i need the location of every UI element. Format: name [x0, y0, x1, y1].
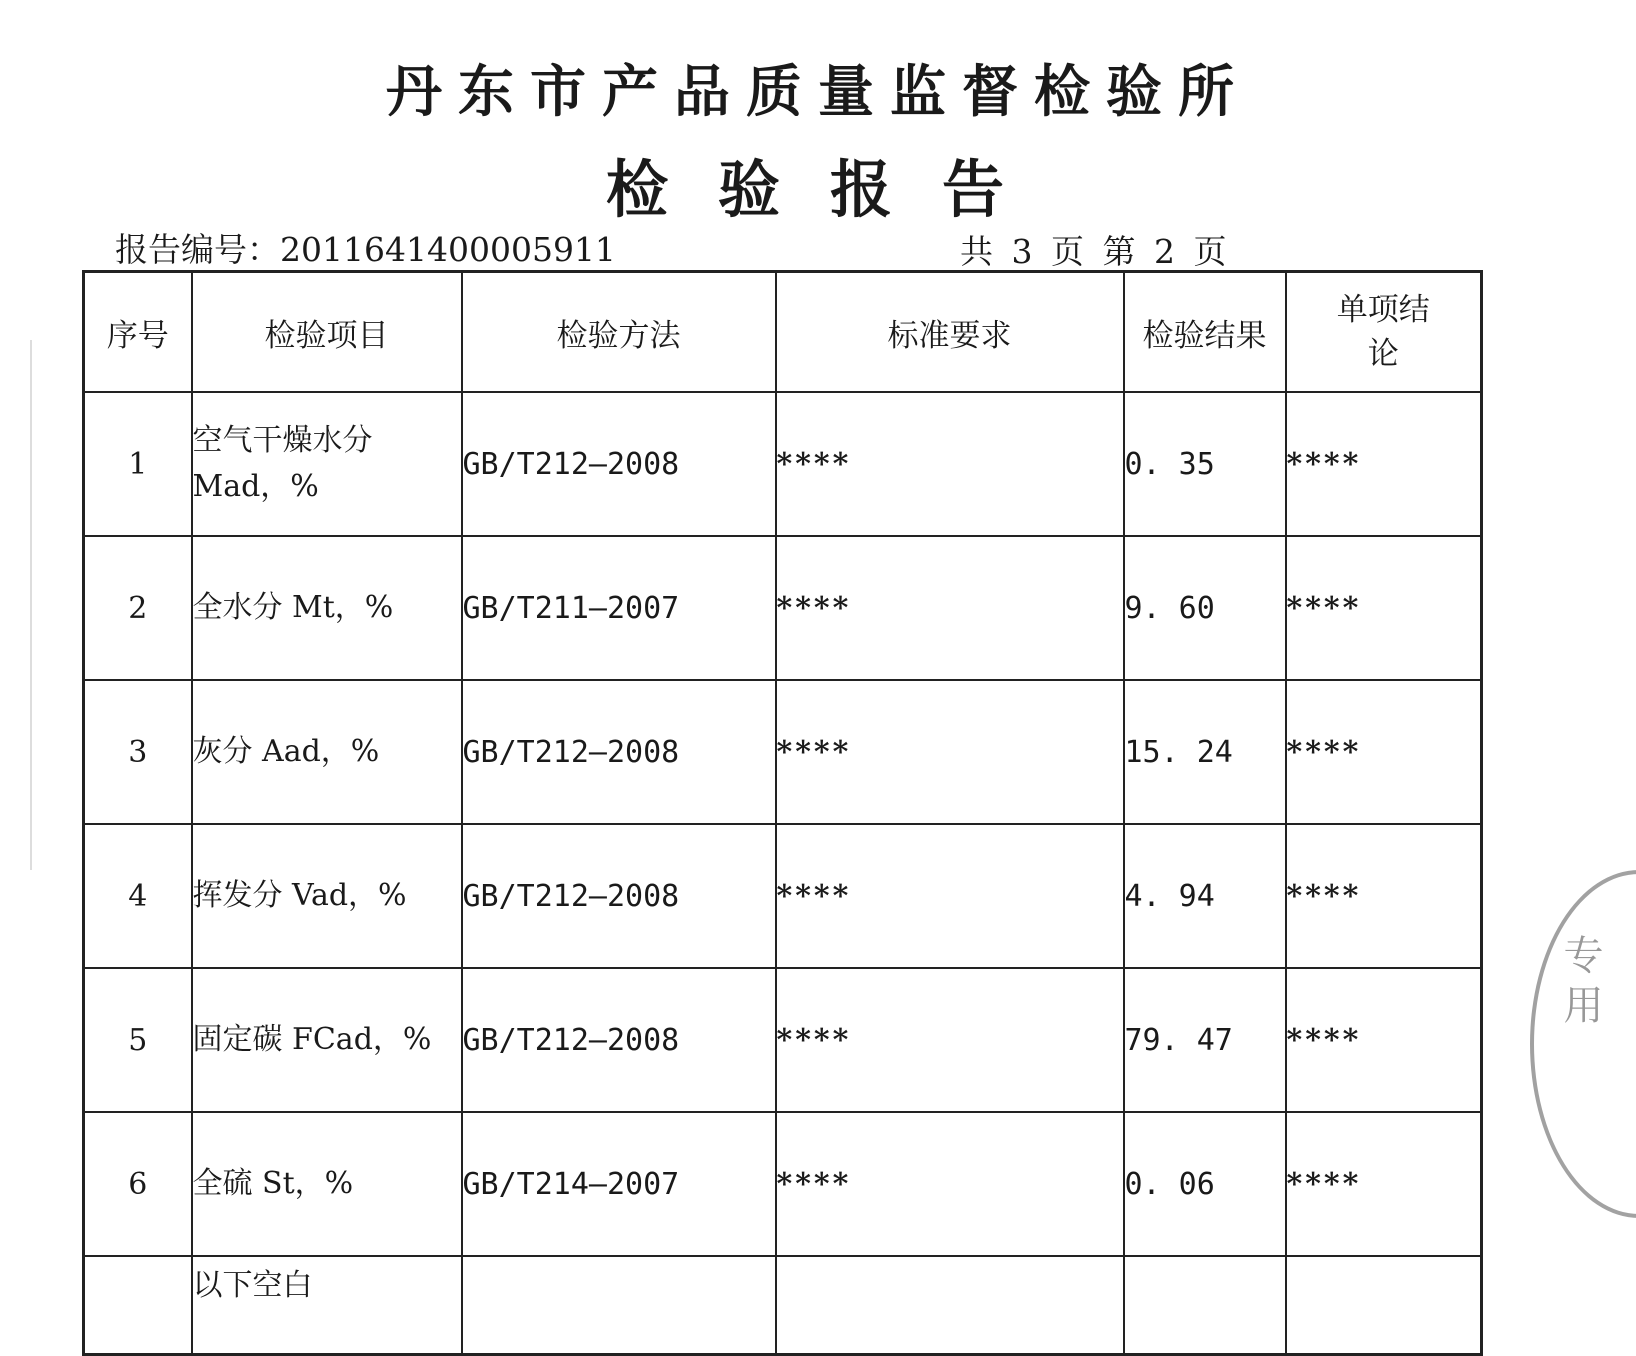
- blank-note: 以下空白: [192, 1256, 462, 1355]
- cell-item: 固定碳 FCad，%: [192, 968, 462, 1112]
- table-row: [84, 392, 1482, 536]
- cell-method: GB/T214—2007: [462, 1112, 776, 1256]
- cell-method: [462, 1256, 776, 1355]
- scan-margin-line: [30, 340, 32, 870]
- cell-result: [1124, 1256, 1286, 1355]
- table-header-row: [84, 272, 1482, 393]
- cell-method: GB/T211—2007: [462, 536, 776, 680]
- cell-standard: ****: [776, 968, 1124, 1112]
- cell-conclusion: ****: [1286, 824, 1482, 968]
- cell-standard: [776, 1256, 1124, 1355]
- cell-standard: ****: [776, 680, 1124, 824]
- cell-standard: ****: [776, 536, 1124, 680]
- cell-result: 0. 35: [1124, 392, 1286, 536]
- col-header-item: 检验项目: [192, 272, 462, 393]
- page-info: 共 3 页 第 2 页: [960, 232, 1227, 271]
- cell-seq: 5: [84, 968, 192, 1112]
- cell-standard: ****: [776, 392, 1124, 536]
- cell-seq: 2: [84, 536, 192, 680]
- cell-item: 全水分 Mt，%: [192, 536, 462, 680]
- table-row: [84, 968, 1482, 1112]
- official-seal-stamp: [1530, 870, 1636, 1218]
- cell-item: [192, 392, 462, 536]
- col-header-standard: 标准要求: [776, 272, 1124, 393]
- cell-conclusion: ****: [1286, 680, 1482, 824]
- table-row: [84, 1112, 1482, 1256]
- cell-result: 15. 24: [1124, 680, 1286, 824]
- cell-conclusion: ****: [1286, 1112, 1482, 1256]
- inspection-table: [82, 270, 1483, 1356]
- cell-conclusion: ****: [1286, 536, 1482, 680]
- cell-item-line2: Mad，%: [192, 469, 319, 504]
- cell-item: 挥发分 Vad，%: [192, 824, 462, 968]
- cell-conclusion: ****: [1286, 968, 1482, 1112]
- stamp-text: 专用: [1557, 934, 1603, 1034]
- cell-method: GB/T212—2008: [462, 824, 776, 968]
- col-header-seq: 序号: [84, 272, 192, 393]
- cell-result: 79. 47: [1124, 968, 1286, 1112]
- cell-result: 4. 94: [1124, 824, 1286, 968]
- table-row: [84, 680, 1482, 824]
- cell-standard: ****: [776, 1112, 1124, 1256]
- cell-item: 全硫 St，%: [192, 1112, 462, 1256]
- cell-item-line1: 空气干燥水分: [192, 423, 373, 458]
- cell-seq: 3: [84, 680, 192, 824]
- table-row: [84, 824, 1482, 968]
- report-number: 报告编号：2011641400005911: [115, 230, 616, 269]
- cell-conclusion: ****: [1286, 392, 1482, 536]
- table-row: [84, 536, 1482, 680]
- col-header-conclusion: 单项结论: [1286, 272, 1482, 393]
- cell-method: GB/T212—2008: [462, 680, 776, 824]
- col-header-method: 检验方法: [462, 272, 776, 393]
- report-title: 检验报告: [605, 153, 1054, 226]
- cell-seq: [84, 1256, 192, 1355]
- table-row-blank: [84, 1256, 1482, 1355]
- cell-seq: 6: [84, 1112, 192, 1256]
- cell-result: 9. 60: [1124, 536, 1286, 680]
- cell-standard: ****: [776, 824, 1124, 968]
- cell-seq: 4: [84, 824, 192, 968]
- col-header-result: 检验结果: [1124, 272, 1286, 393]
- cell-conclusion: [1286, 1256, 1482, 1355]
- cell-seq: 1: [84, 392, 192, 536]
- cell-method: GB/T212—2008: [462, 392, 776, 536]
- cell-method: GB/T212—2008: [462, 968, 776, 1112]
- cell-result: 0. 06: [1124, 1112, 1286, 1256]
- cell-item: 灰分 Aad，%: [192, 680, 462, 824]
- organization-title: 丹东市产品质量监督检验所: [386, 60, 1250, 125]
